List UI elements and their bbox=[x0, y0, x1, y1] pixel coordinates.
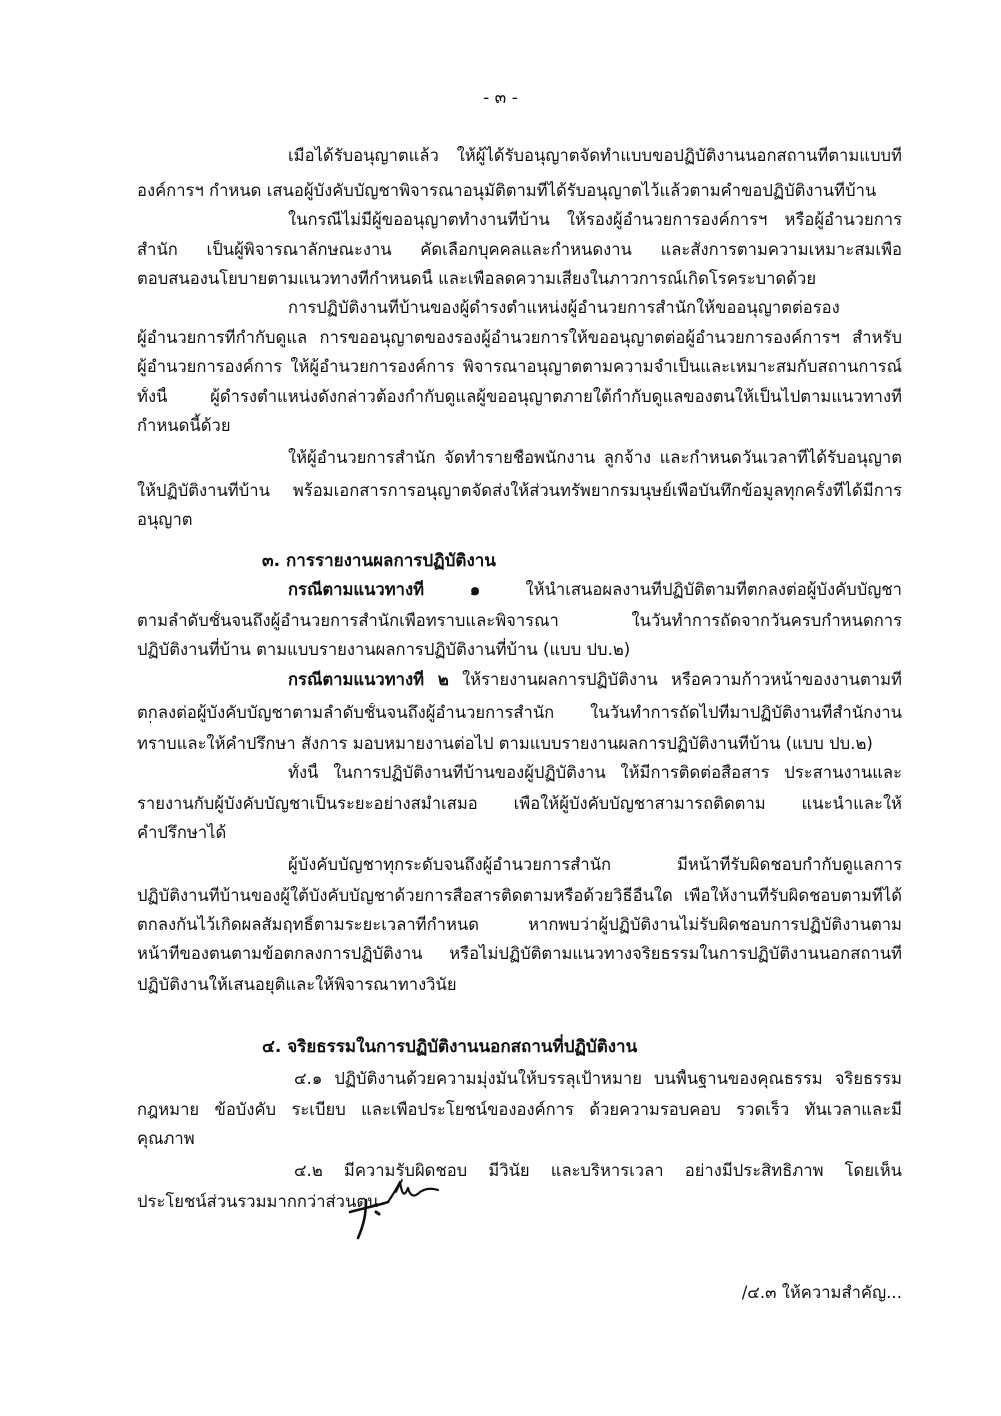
text-line: ให้ผู้อำนวยการสำนัก จัดทำรายชื่อพนักงาน ลูกจ้าง และกำหนดวันเวลาที่ได้รับอนุญาต bbox=[288, 448, 902, 467]
text-line: ปฏิบัติงานที่บ้าน ตามแบบรายงานผลการปฏิบัติงานที่บ้าน (แบบ ปบ.๒) bbox=[137, 640, 631, 659]
text-span: ให้นำเสนอผลงานที่ปฏิบัติตามที่ตกลงต่อผู้บังคับบัญชา bbox=[480, 580, 902, 599]
text-line: ประโยชน์ส่วนรวมมากกว่าส่วนตน bbox=[137, 1192, 379, 1211]
text-span: ให้รายงานผลการปฏิบัติงาน หรือความก้าวหน้าของงานตามที่ bbox=[448, 670, 902, 689]
text-line: คำปรึกษาได้ bbox=[137, 823, 227, 842]
text-line: สำนัก เป็นผู้พิจารณาลักษณะงาน คัดเลือกบุคคลและกำหนดงาน และสั่งการตามความเหมาะสมเพื่อ bbox=[137, 240, 902, 259]
text-line: ผู้อำนวยการองค์การ ให้ผู้อำนวยการองค์การ พิจารณาอนุญาตตามความจำเป็นและเหมาะสมกับสถานการณ์ bbox=[137, 357, 902, 376]
text-line: องค์การฯ กำหนด เสนอผู้บังคับบัญชาพิจารณาอนุมัติตามที่ได้รับอนุญาตไว้แล้วตามคำขอปฏิบัติงานที่บ้าน bbox=[137, 181, 877, 200]
text-line: กำหนดนี้ด้วย bbox=[137, 416, 231, 435]
text-line: เมื่อได้รับอนุญาตแล้ว ให้ผู้ได้รับอนุญาตจัดทำแบบขอปฏิบัติงานนอกสถานที่ตามแบบที่ bbox=[288, 146, 902, 165]
text-line: ปฏิบัติงานที่บ้านของผู้ใต้บังคับบัญชาด้วยการสื่อสารติดตามหรือด้วยวิธีอื่นใด เพื่อให้งานที่รับผิดชอบตามที่ได้ bbox=[137, 886, 902, 905]
text-line: ปฏิบัติงานให้เสนอยุติและให้พิจารณาทางวินัย bbox=[137, 975, 457, 994]
case-label: กรณีตามแนวทางที่ ๑ bbox=[288, 580, 481, 599]
text-line bbox=[288, 580, 902, 600]
section-heading: ๔. จริยธรรมในการปฏิบัติงานนอกสถานที่ปฏิบัติงาน bbox=[262, 1037, 638, 1057]
text-line: ๔.๑ ปฏิบัติงานด้วยความมุ่งมั่นให้บรรลุเป้าหมาย บนพื้นฐานของคุณธรรม จริยธรรม bbox=[294, 1069, 902, 1088]
section-heading: ๓. การรายงานผลการปฏิบัติงาน bbox=[262, 551, 496, 571]
text-line: ให้ปฏิบัติงานที่บ้าน พร้อมเอกสารการอนุญาตจัดส่งให้ส่วนทรัพยากรมนุษย์เพื่อบันทึกข้อมูลทุกครั้งที่ได้มีการ bbox=[137, 481, 902, 500]
text-line: ทั้งนี้ ในการปฏิบัติงานที่บ้านของผู้ปฏิบัติงาน ให้มีการติดต่อสื่อสาร ประสานงานและ bbox=[288, 763, 902, 782]
text-line: ตกลงกันไว้เกิดผลสัมฤทธิ์ตามระยะเวลาที่กำหนด หากพบว่าผู้ปฏิบัติงานไม่รับผิดชอบการปฏิบัติงานตาม bbox=[137, 915, 902, 934]
text-line: รายงานกับผู้บังคับบัญชาเป็นระยะอย่างสม่ำเสมอ เพื่อให้ผู้บังคับบัญชาสามารถติดตาม แนะนำและให้ bbox=[137, 794, 902, 813]
text-line: คุณภาพ bbox=[137, 1129, 195, 1148]
text-line: ทราบและให้คำปรึกษา สั่งการ มอบหมายงานต่อไป ตามแบบรายงานผลการปฏิบัติงานที่บ้าน (แบบ ปบ.๒) bbox=[137, 734, 873, 753]
text-line: หน้าที่ของตนตามข้อตกลงการปฏิบัติงาน หรือไม่ปฏิบัติตามแนวทางจริยธรรมในการปฏิบัติงานนอกสถานที่ bbox=[137, 944, 902, 963]
text-line: กฎหมาย ข้อบังคับ ระเบียบ และเพื่อประโยชน์ขององค์การ ด้วยความรอบคอบ รวดเร็ว ทันเวลาและมี bbox=[137, 1100, 902, 1119]
text-line: ทั้งนี้ ผู้ดำรงตำแหน่งดังกล่าวต้องกำกับดูแลผู้ขออนุญาตภายใต้กำกับดูแลของตนให้เป็นไปตามแนวทางที่ bbox=[137, 387, 902, 406]
text-line bbox=[288, 670, 902, 690]
text-line: ตามลำดับชั้นจนถึงผู้อำนวยการสำนักเพื่อทราบและพิจารณา ในวันทำการถัดจากวันครบกำหนดการ bbox=[137, 611, 902, 630]
text-line: ผู้บังคับบัญชาทุกระดับจนถึงผู้อำนวยการสำนัก มีหน้าที่รับผิดชอบกำกับดูแลการ bbox=[288, 855, 902, 874]
handwritten-signature bbox=[330, 1162, 440, 1242]
text-line: ในกรณีไม่มีผู้ขออนุญาตทำงานที่บ้าน ให้รองผู้อำนวยการองค์การฯ หรือผู้อำนวยการ bbox=[288, 210, 902, 229]
text-line: อนุญาต bbox=[137, 510, 193, 529]
case-label: กรณีตามแนวทางที่ ๒ bbox=[288, 670, 449, 689]
text-line: ๔.๒ มีความรับผิดชอบ มีวินัย และบริหารเวลา อย่างมีประสิทธิภาพ โดยเห็น bbox=[294, 1161, 902, 1180]
continuation-note: /๔.๓ ให้ความสำคัญ... bbox=[741, 1283, 902, 1302]
text-line: ตอบสนองนโยบายตามแนวทางที่กำหนดนี้ และเพื่อลดความเสี่ยงในภาวการณ์เกิดโรคระบาดด้วย bbox=[137, 269, 817, 288]
text-line: การปฏิบัติงานที่บ้านของผู้ดำรงตำแหน่งผู้อำนวยการสำนักให้ขออนุญาตต่อรอง bbox=[288, 298, 840, 317]
page-number: - ๓ - bbox=[483, 88, 518, 108]
text-line: ตกลงต่อผู้บังคับบัญชาตามลำดับชั้นจนถึงผู้อำนวยการสำนัก ในวันทำการถัดไปที่มาปฏิบัติงานที่สำนักงาน bbox=[137, 703, 902, 722]
text-line: ผู้อำนวยการที่กำกับดูแล การขออนุญาตของรองผู้อำนวยการให้ขออนุญาตต่อผู้อำนวยการองค์การฯ สำหรับ bbox=[137, 328, 902, 347]
